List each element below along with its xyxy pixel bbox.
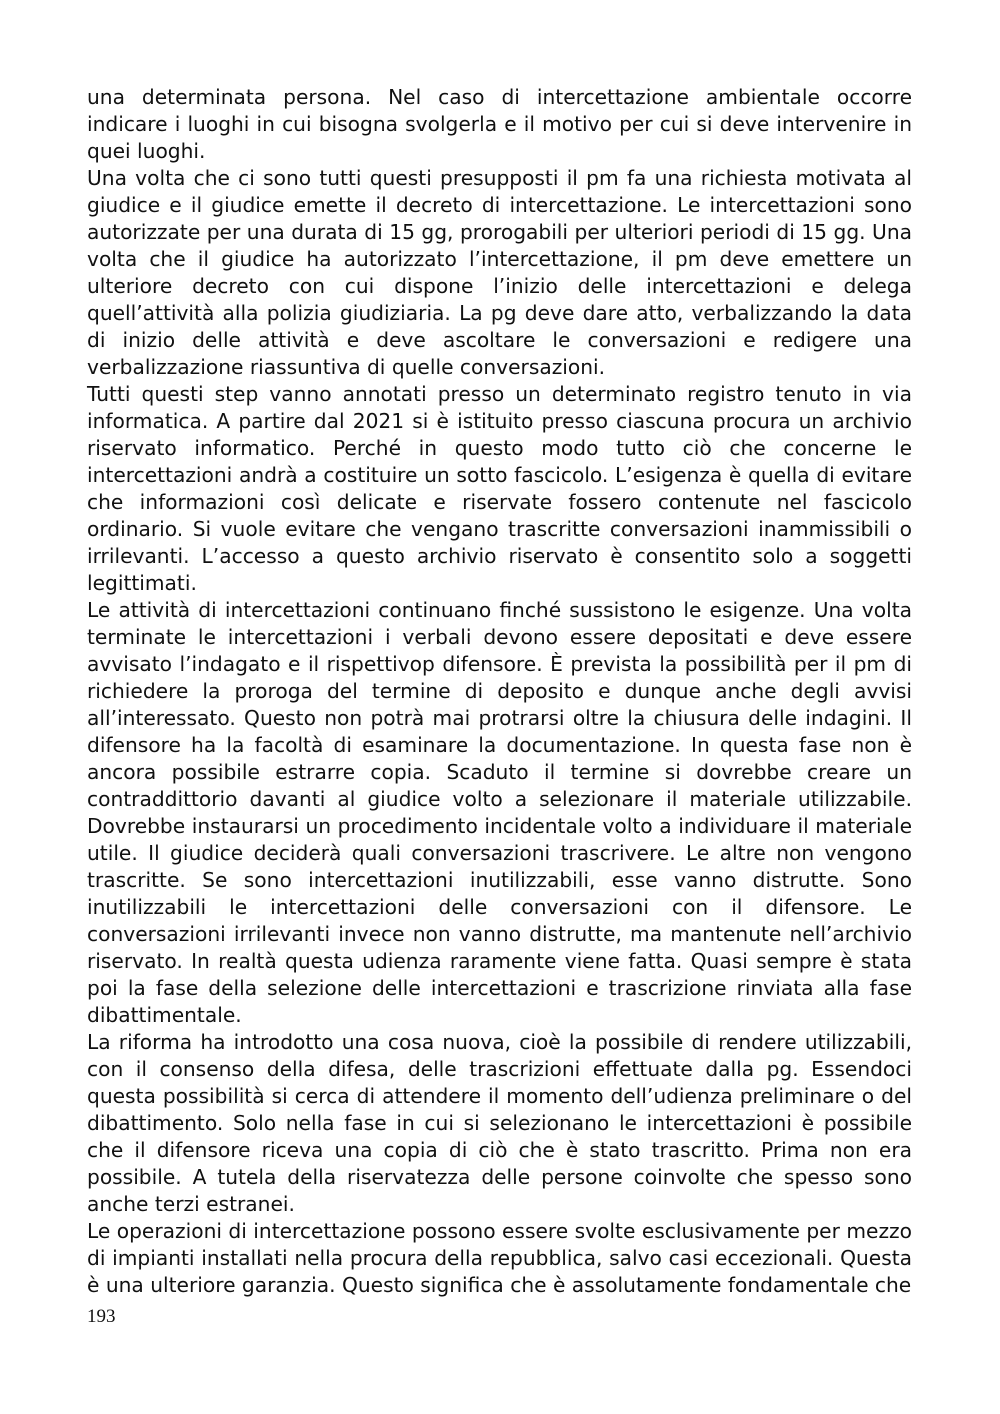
page-number: 193 <box>87 1306 116 1327</box>
paragraph: Le attività di intercettazioni continuano finché sussistono le esigenze. Una volta terminate le intercettazioni i verbali devono essere depositati e deve essere avvisato l’indagato e il rispettivop difensore. È prevista la possibilità per il pm di richiedere la proroga del termine di deposito e dunque anche degli avvisi all’interessato. Questo non potrà mai protrarsi oltre la chiusura delle indagini. Il difensore ha la facoltà di esaminare la documentazione. In questa fase non è ancora possibile estrarre copia. Scaduto il termine si dovrebbe creare un contraddittorio davanti al giudice volto a selezionare il materiale utilizzabile. Dovrebbe instaurarsi un procedimento incidentale volto a individuare il materiale utile. Il giudice deciderà quali conversazioni trascrivere. Le altre non vengono trascritte. Se sono intercettazioni inutilizzabili, esse vanno distrutte. Sono inutilizzabili le intercettazioni delle conversazioni con il difensore. Le conversazioni irrilevanti invece non vanno distrutte, ma mantenute nell’archivio riservato. In realtà questa udienza raramente viene fatta. Quasi sempre è stata poi la fase della selezione delle intercettazioni e trascrizione rinviata alla fase dibattimentale. <box>87 598 912 1027</box>
body-text <box>87 84 912 1299</box>
paragraph: una determinata persona. Nel caso di intercettazione ambientale occorre indicare i luoghi in cui bisogna svolgerla e il motivo per cui si deve intervenire in quei luoghi. <box>87 85 912 163</box>
paragraph: Una volta che ci sono tutti questi presupposti il pm fa una richiesta motivata al giudice e il giudice emette il decreto di intercettazione. Le intercettazioni sono autorizzate per una durata di 15 gg, prorogabili per ulteriori periodi di 15 gg. Una volta che il giudice ha autorizzato l’intercettazione, il pm deve emettere un ulteriore decreto con cui dispone l’inizio delle intercettazioni e delega quell’attività alla polizia giudiziaria. La pg deve dare atto, verbalizzando la data di inizio delle attività e deve ascoltare le conversazioni e redigere una verbalizzazione riassuntiva di quelle conversazioni. <box>87 166 912 379</box>
paragraph: La riforma ha introdotto una cosa nuova, cioè la possibile di rendere utilizzabili, con il consenso della difesa, delle trascrizioni effettuate dalla pg. Essendoci questa possibilità si cerca di attendere il momento dell’udienza preliminare o del dibattimento. Solo nella fase in cui si selezionano le intercettazioni è possibile che il difensore riceva una copia di ciò che è stato trascritto. Prima non era possibile. A tutela della riservatezza delle persone coinvolte che spesso sono anche terzi estranei. <box>87 1030 912 1216</box>
paragraph: Le operazioni di intercettazione possono essere svolte esclusivamente per mezzo di impianti installati nella procura della repubblica, salvo casi eccezionali. Questa è una ulteriore garanzia. Questo significa che è assolutamente fondamentale che <box>87 1219 912 1297</box>
paragraph: Tutti questi step vanno annotati presso un determinato registro tenuto in via informatica. A partire dal 2021 si è istituito presso ciascuna procura un archivio riservato informatico. Perché in questo modo tutto ciò che concerne le intercettazioni andrà a costituire un sotto fascicolo. L’esigenza è quella di evitare che informazioni così delicate e riservate fossero contenute nel fascicolo ordinario. Si vuole evitare che vengano trascritte conversazioni inammissibili o irrilevanti. L’accesso a questo archivio riservato è consentito solo a soggetti legittimati. <box>87 382 912 595</box>
